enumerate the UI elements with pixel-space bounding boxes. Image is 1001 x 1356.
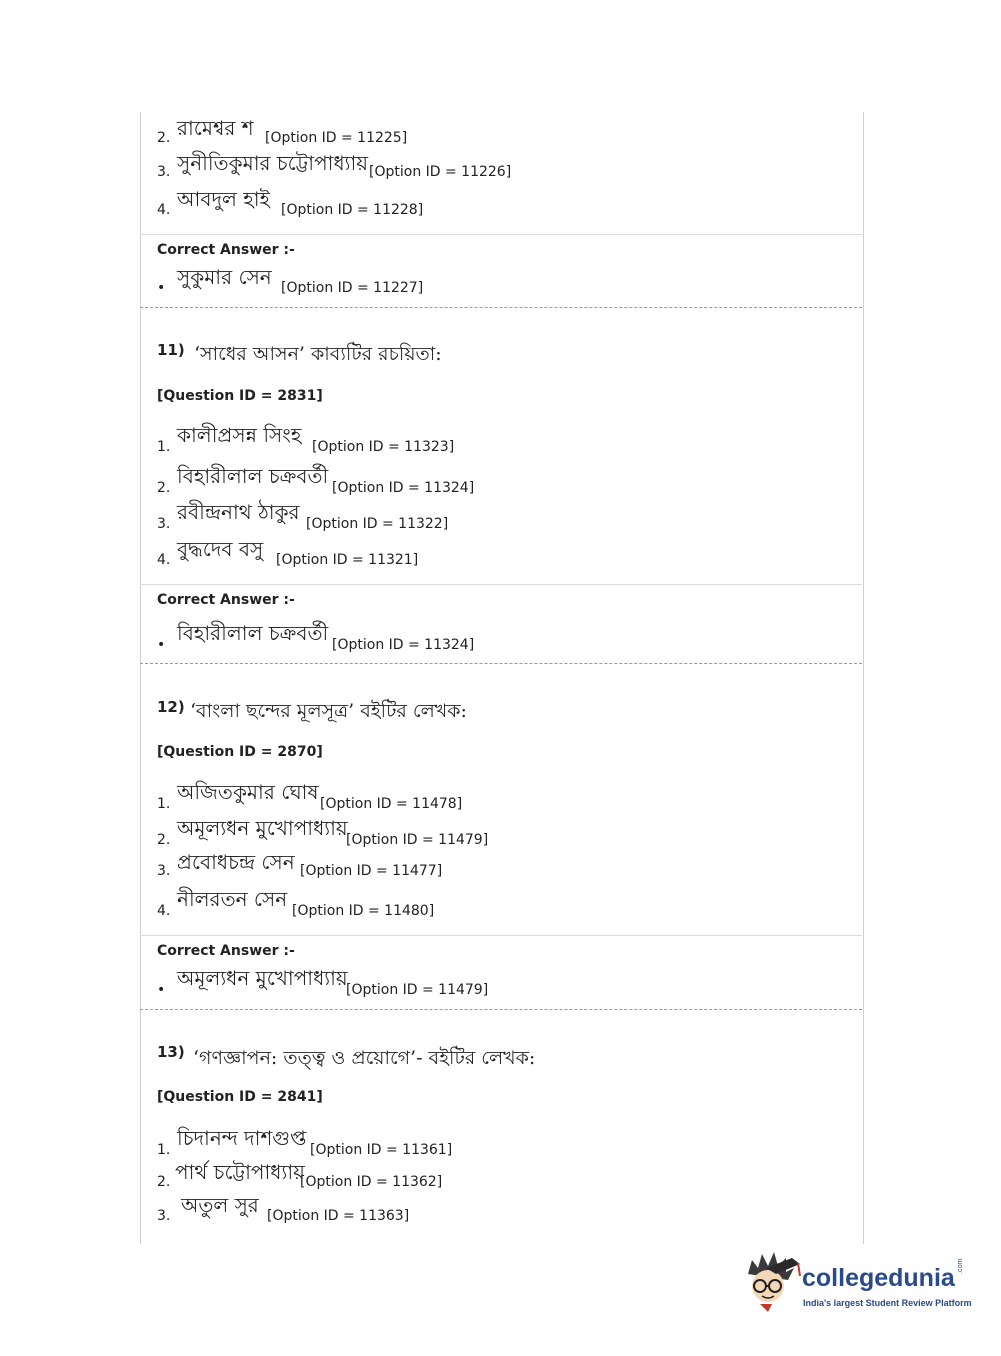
option-text: বিহারীলাল চক্রবর্তী (177, 464, 329, 488)
option-id: [Option ID = 11323] (312, 439, 455, 455)
question-separator (140, 307, 862, 308)
option-number: 4. (157, 552, 171, 568)
option-text: আবদুল হাই (177, 187, 270, 211)
option-id: [Option ID = 11478] (320, 796, 463, 812)
option-id: [Option ID = 11226] (369, 164, 512, 180)
divider (140, 584, 862, 585)
logo-wordmark: collegedunia (802, 1264, 955, 1292)
option-text: সুনীতিকুমার চট্টোপাধ্যায় (177, 151, 369, 175)
option-text: অতুল সুর (181, 1193, 259, 1217)
correct-answer-label: Correct Answer :- (157, 943, 295, 959)
option-number: 4. (157, 202, 171, 218)
logo-tagline: India's largest Student Review Platform (803, 1298, 972, 1308)
option-number: 3. (157, 863, 171, 879)
mascot-icon (742, 1250, 802, 1316)
option-id: [Option ID = 11324] (332, 480, 475, 496)
option-text: রামেশ্বর শ (177, 116, 254, 140)
divider (140, 234, 862, 235)
option-number: 2. (157, 130, 171, 146)
bullet: • (157, 637, 166, 653)
correct-answer-text: অমূল্যধন মুখোপাধ্যায় (177, 966, 348, 990)
option-text: রবীন্দ্রনাথ ঠাকুর (177, 500, 300, 524)
option-id: [Option ID = 11479] (346, 982, 489, 998)
bullet: • (157, 982, 166, 998)
correct-answer-text: সুকুমার সেন (177, 265, 272, 289)
option-id: [Option ID = 11321] (276, 552, 419, 568)
correct-answer-text: বিহারীলাল চক্রবর্তী (177, 621, 329, 645)
correct-answer-label: Correct Answer :- (157, 242, 295, 258)
option-id: [Option ID = 11228] (281, 202, 424, 218)
divider (140, 935, 862, 936)
question-separator (140, 1009, 862, 1010)
option-number: 4. (157, 903, 171, 919)
question-id: [Question ID = 2831] (157, 388, 323, 404)
option-number: 2. (157, 1174, 171, 1190)
option-id: [Option ID = 11480] (292, 903, 435, 919)
question-number: 12) (157, 698, 185, 716)
option-id: [Option ID = 11322] (306, 516, 449, 532)
option-text: কালীপ্রসন্ন সিংহ (177, 423, 302, 447)
question-number: 13) (157, 1043, 185, 1061)
option-text: অমূল্যধন মুখোপাধ্যায় (177, 816, 348, 840)
option-number: 2. (157, 832, 171, 848)
option-number: 2. (157, 480, 171, 496)
option-text: নীলরতন সেন (177, 887, 288, 911)
question-text: ‘বাংলা ছন্দের মূলসূত্র’ বইটির লেখক: (190, 700, 467, 722)
collegedunia-logo[interactable] (742, 1250, 972, 1320)
option-id: [Option ID = 11324] (332, 637, 475, 653)
option-id: [Option ID = 11363] (267, 1208, 410, 1224)
option-number: 1. (157, 796, 171, 812)
logo-domain: .com (957, 1258, 964, 1274)
option-text: পার্থ চট্টোপাধ্যায় (175, 1160, 305, 1184)
question-id: [Question ID = 2841] (157, 1089, 323, 1105)
option-id: [Option ID = 11362] (300, 1174, 443, 1190)
option-id: [Option ID = 11479] (346, 832, 489, 848)
option-text: বুদ্ধদেব বসু (177, 537, 264, 561)
option-id: [Option ID = 11225] (265, 130, 408, 146)
question-text: ‘সাধের আসন’ কাব্যটির রচয়িতা: (194, 343, 442, 365)
option-number: 1. (157, 439, 171, 455)
question-text: ‘গণজ্ঞাপন: তত্ত্ব ও প্রয়োগে’- বইটির লেখক: (193, 1047, 536, 1069)
option-id: [Option ID = 11227] (281, 280, 424, 296)
option-number: 3. (157, 164, 171, 180)
option-id: [Option ID = 11477] (300, 863, 443, 879)
option-text: প্রবোধচন্দ্র সেন (177, 850, 295, 874)
correct-answer-label: Correct Answer :- (157, 592, 295, 608)
bullet: • (157, 280, 166, 296)
question-id: [Question ID = 2870] (157, 744, 323, 760)
question-separator (140, 663, 862, 664)
option-number: 1. (157, 1142, 171, 1158)
option-number: 3. (157, 1208, 171, 1224)
option-id: [Option ID = 11361] (310, 1142, 453, 1158)
option-number: 3. (157, 516, 171, 532)
option-text: অজিতকুমার ঘোষ (177, 780, 319, 804)
option-text: চিদানন্দ দাশগুপ্ত (177, 1126, 307, 1150)
question-number: 11) (157, 341, 185, 359)
